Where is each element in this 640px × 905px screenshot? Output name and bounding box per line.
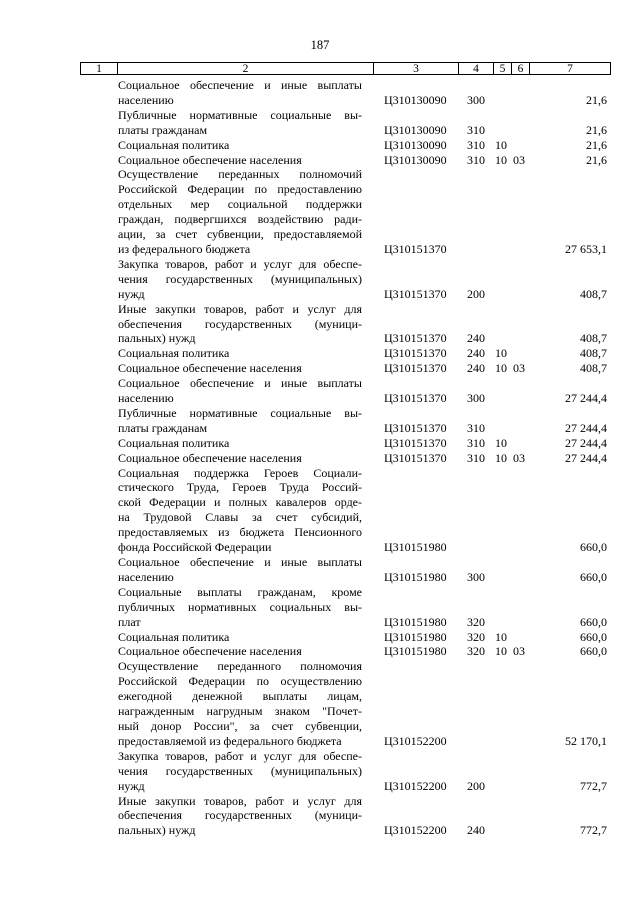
cell-code: Ц310152200	[384, 823, 447, 838]
row-name-line: Социальное обеспечение населения	[118, 361, 302, 376]
cell-rz: 10	[495, 435, 507, 450]
row-name	[118, 436, 362, 451]
row-name-line: Иные закупки товаров, работ и услуг для	[118, 301, 362, 316]
cell-amount: 52 170,1	[565, 733, 607, 748]
cell-code: Ц310151980	[384, 540, 447, 555]
cell-amount: 27 244,4	[565, 391, 607, 406]
cell-code: Ц310130090	[384, 92, 447, 107]
row-name-line: платы гражданам	[118, 122, 208, 137]
cell-code: Ц310151370	[384, 241, 447, 256]
row-name-line: чения государственных (муниципальных)	[118, 763, 362, 778]
cell-amount: 772,7	[580, 778, 607, 793]
row-name	[118, 78, 362, 108]
table-row	[0, 302, 640, 347]
row-name-line: платы гражданам	[118, 420, 208, 435]
row-name-line: нужд	[118, 286, 145, 301]
row-name	[118, 153, 362, 168]
cell-vr: 310	[467, 152, 485, 167]
row-name-line: плат	[118, 614, 141, 629]
cell-vr: 240	[467, 823, 485, 838]
cell-amount: 660,0	[580, 629, 607, 644]
cell-vr: 200	[467, 778, 485, 793]
row-name-line: чения государственных (муниципальных)	[118, 271, 362, 286]
cell-vr: 240	[467, 361, 485, 376]
cell-code: Ц310130090	[384, 122, 447, 137]
cell-code: Ц310151370	[384, 346, 447, 361]
cell-amount: 408,7	[580, 331, 607, 346]
table-header	[80, 62, 611, 75]
row-name-line: граждан, подвергшихся воздействию ради-	[118, 212, 362, 227]
row-name-line: предоставляемой из федерального бюджета	[118, 733, 342, 748]
cell-vr: 320	[467, 629, 485, 644]
cell-vr: 310	[467, 435, 485, 450]
row-name-line: стического Труда, Героев Труда Россий-	[118, 480, 362, 495]
table-row	[0, 376, 640, 406]
row-name-line: публичных нормативных социальных вы-	[118, 599, 362, 614]
row-name-line: Социальное обеспечение населения	[118, 152, 302, 167]
header-col-6: 6	[517, 63, 524, 75]
cell-rz: 10	[495, 450, 507, 465]
cell-code: Ц310130090	[384, 152, 447, 167]
header-col-3: 3	[413, 63, 419, 75]
header-col-2: 2	[242, 63, 249, 75]
cell-amount: 21,6	[586, 152, 607, 167]
table-row	[0, 794, 640, 839]
row-name-line: на Трудовой Славы за счет субсидий,	[118, 510, 362, 525]
table-row	[0, 153, 640, 168]
row-name-line: Социальные выплаты гражданам, кроме	[118, 584, 362, 599]
cell-pr: 03	[513, 450, 525, 465]
cell-rz: 10	[495, 137, 507, 152]
row-name	[118, 376, 362, 406]
cell-vr: 300	[467, 391, 485, 406]
header-col-1: 1	[96, 63, 102, 75]
table-row	[0, 108, 640, 138]
cell-code: Ц310151370	[384, 286, 447, 301]
cell-code: Ц310151980	[384, 569, 447, 584]
row-name-line: предоставляемых из бюджета Пенсионного	[118, 525, 362, 540]
row-name	[118, 749, 362, 794]
cell-amount: 408,7	[580, 361, 607, 376]
table-row	[0, 78, 640, 108]
row-name-line: Социальная политика	[118, 137, 230, 152]
table-row	[0, 346, 640, 361]
cell-amount: 21,6	[586, 122, 607, 137]
row-name	[118, 585, 362, 630]
cell-amount: 660,0	[580, 540, 607, 555]
cell-amount: 408,7	[580, 346, 607, 361]
table-row	[0, 451, 640, 466]
table-row	[0, 555, 640, 585]
row-name-line: из федерального бюджета	[118, 241, 251, 256]
cell-amount: 660,0	[580, 569, 607, 584]
table-row	[0, 585, 640, 630]
row-name-line: населению	[118, 391, 174, 406]
cell-code: Ц310151980	[384, 614, 447, 629]
cell-amount: 772,7	[580, 823, 607, 838]
cell-vr: 320	[467, 614, 485, 629]
cell-code: Ц310151370	[384, 331, 447, 346]
row-name-line: пальных) нужд	[118, 331, 196, 346]
cell-amount: 27 244,4	[565, 450, 607, 465]
row-name-line: ации, за счет субвенции, предоставляемой	[118, 227, 362, 242]
row-name-line: отдельных мер социальной поддержки	[118, 197, 362, 212]
row-name-line: Социальное обеспечение и иные выплаты	[118, 78, 362, 92]
row-name-line: Публичные нормативные социальные вы-	[118, 107, 362, 122]
cell-code: Ц310151370	[384, 361, 447, 376]
cell-rz: 10	[495, 361, 507, 376]
row-name	[118, 257, 362, 302]
cell-amount: 660,0	[580, 614, 607, 629]
cell-code: Ц310152200	[384, 733, 447, 748]
row-name-line: Социальное обеспечение населения	[118, 450, 302, 465]
cell-amount: 27 653,1	[565, 241, 607, 256]
row-name-line: Социальная поддержка Героев Социали-	[118, 465, 362, 480]
cell-rz: 10	[495, 152, 507, 167]
row-name-line: Осуществление переданного полномочия	[118, 659, 362, 674]
row-name-line: Социальное обеспечение населения	[118, 644, 302, 659]
table-row	[0, 138, 640, 153]
table-row	[0, 644, 640, 659]
row-name	[118, 361, 362, 376]
cell-amount: 21,6	[586, 92, 607, 107]
row-name-line: обеспечения государственных (муници-	[118, 808, 362, 823]
cell-rz: 10	[495, 644, 507, 659]
table-row	[0, 436, 640, 451]
row-name	[118, 466, 362, 555]
row-name-line: Социальное обеспечение и иные выплаты	[118, 376, 362, 391]
row-name-line: Социальное обеспечение и иные выплаты	[118, 555, 362, 569]
row-name-line: Иные закупки товаров, работ и услуг для	[118, 793, 362, 808]
cell-vr: 310	[467, 450, 485, 465]
row-name-line: Социальная политика	[118, 346, 230, 361]
cell-amount: 408,7	[580, 286, 607, 301]
cell-amount: 27 244,4	[565, 435, 607, 450]
row-name-line: Закупка товаров, работ и услуг для обеспе-	[118, 256, 362, 271]
cell-code: Ц310151980	[384, 644, 447, 659]
cell-vr: 310	[467, 122, 485, 137]
cell-vr: 200	[467, 286, 485, 301]
row-name-line: обеспечения государственных (муници-	[118, 316, 362, 331]
row-name-line: населению	[118, 569, 174, 584]
row-name-line: пальных) нужд	[118, 823, 196, 838]
cell-vr: 320	[467, 644, 485, 659]
row-name-line: Российской Федерации по осуществлению	[118, 674, 362, 689]
cell-code: Ц310151370	[384, 435, 447, 450]
row-name-line: Социальная политика	[118, 435, 230, 450]
cell-code: Ц310151370	[384, 450, 447, 465]
row-name-line: нужд	[118, 778, 145, 793]
row-name	[118, 406, 362, 436]
cell-rz: 10	[495, 629, 507, 644]
header-col-5: 5	[499, 63, 506, 75]
cell-vr: 240	[467, 331, 485, 346]
cell-amount: 21,6	[586, 137, 607, 152]
row-name	[118, 167, 362, 256]
table-row	[0, 167, 640, 256]
cell-vr: 240	[467, 346, 485, 361]
row-name	[118, 630, 362, 645]
row-name	[118, 108, 362, 138]
row-name	[118, 555, 362, 585]
cell-rz: 10	[495, 346, 507, 361]
row-name-line: ежегодной денежной выплаты лицам,	[118, 689, 362, 704]
row-name-line: Публичные нормативные социальные вы-	[118, 405, 362, 420]
row-name-line: населению	[118, 92, 174, 107]
row-name	[118, 451, 362, 466]
cell-vr: 300	[467, 569, 485, 584]
row-name	[118, 138, 362, 153]
header-col-4: 4	[473, 63, 479, 75]
cell-pr: 03	[513, 152, 525, 167]
row-name	[118, 794, 362, 839]
cell-pr: 03	[513, 361, 525, 376]
table-row	[0, 659, 640, 748]
row-name-line: награжденным нагрудным знаком "Почет-	[118, 704, 362, 719]
cell-code: Ц310152200	[384, 778, 447, 793]
cell-vr: 300	[467, 92, 485, 107]
row-name-line: Осуществление переданных полномочий	[118, 167, 362, 182]
page-number: 187	[310, 38, 330, 52]
table-row	[0, 406, 640, 436]
table-row	[0, 257, 640, 302]
row-name	[118, 644, 362, 659]
cell-code: Ц310151370	[384, 420, 447, 435]
row-name-line: ный донор России", за счет субвенции,	[118, 718, 362, 733]
header-col-7: 7	[567, 63, 573, 75]
table-row	[0, 361, 640, 376]
table-row	[0, 749, 640, 794]
cell-vr: 310	[467, 137, 485, 152]
row-name	[118, 346, 362, 361]
row-name	[118, 659, 362, 748]
cell-code: Ц310151370	[384, 391, 447, 406]
cell-amount: 660,0	[580, 644, 607, 659]
cell-code: Ц310130090	[384, 137, 447, 152]
row-name-line: ской Федерации и полных кавалеров орде-	[118, 495, 362, 510]
cell-vr: 310	[467, 420, 485, 435]
row-name-line: Социальная политика	[118, 629, 230, 644]
table-row	[0, 466, 640, 555]
table-body	[0, 78, 640, 838]
table-row	[0, 630, 640, 645]
cell-amount: 27 244,4	[565, 420, 607, 435]
row-name-line: Закупка товаров, работ и услуг для обеспе-	[118, 748, 362, 763]
cell-code: Ц310151980	[384, 629, 447, 644]
cell-pr: 03	[513, 644, 525, 659]
row-name-line: Российской Федерации по предоставлению	[118, 182, 362, 197]
row-name	[118, 302, 362, 347]
row-name-line: фонда Российской Федерации	[118, 540, 272, 555]
